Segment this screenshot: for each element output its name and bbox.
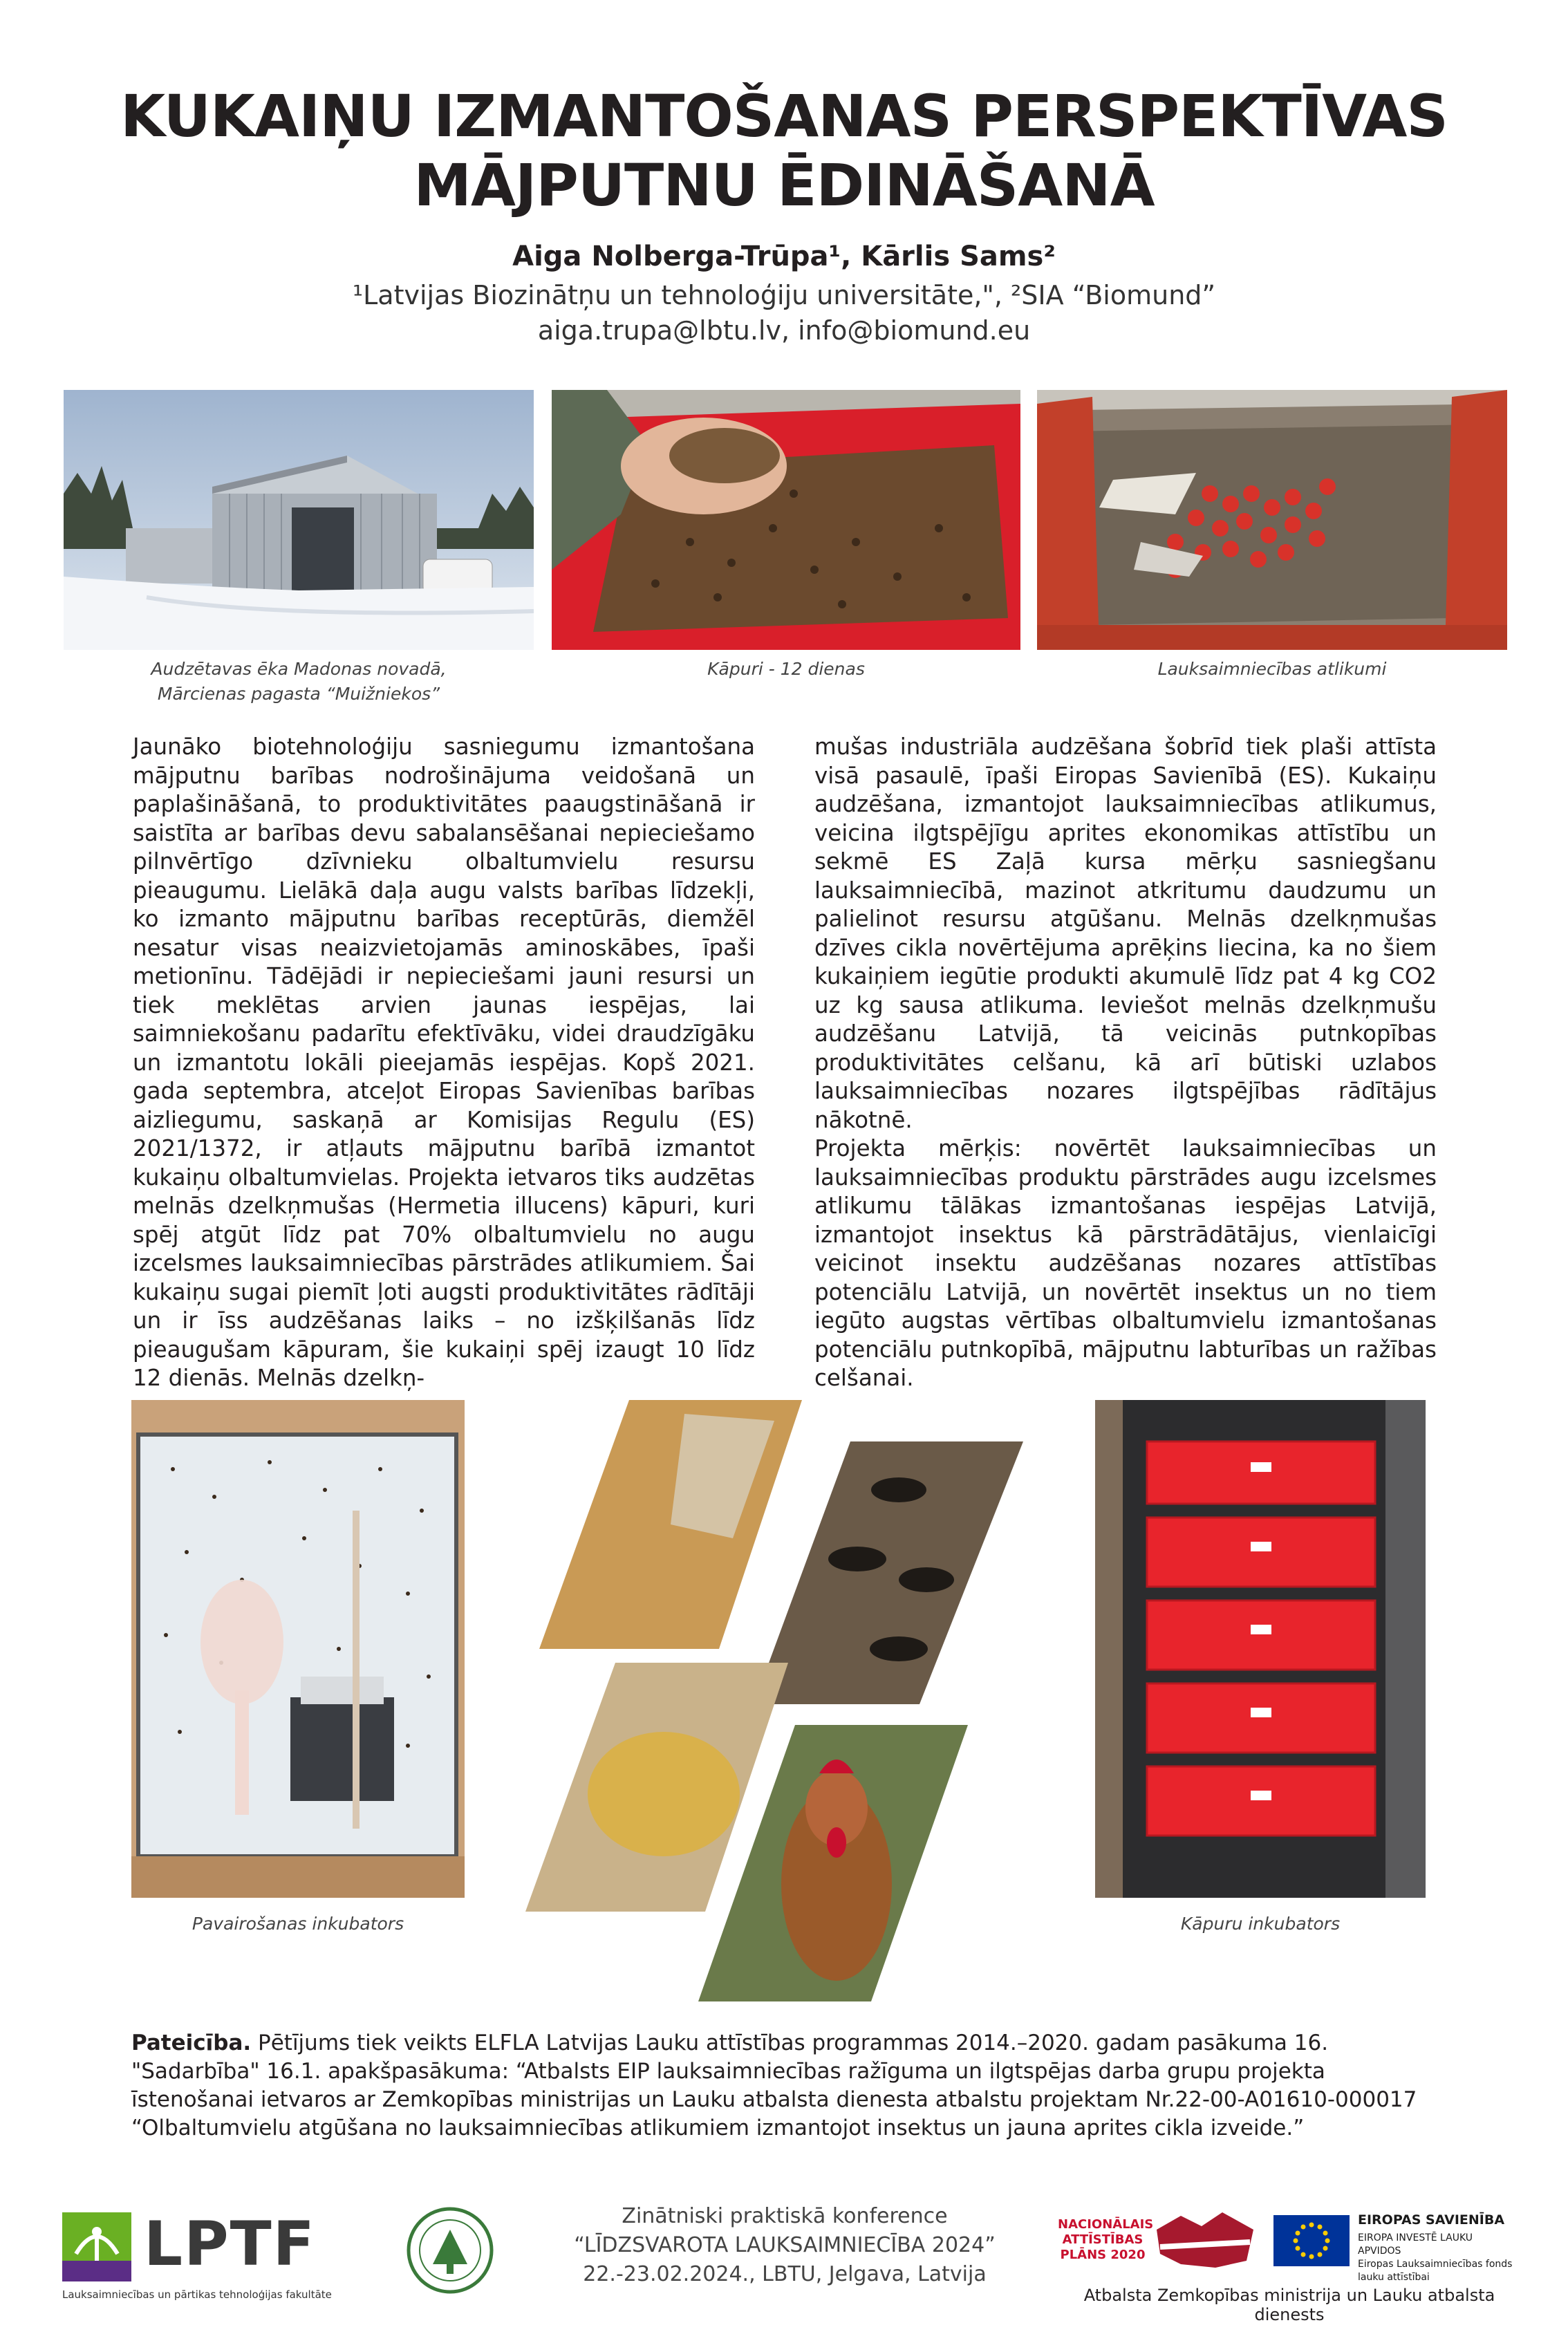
conference-line-2: “LĪDZSVAROTA LAUKSAIMNIECĪBA 2024” — [574, 2233, 996, 2257]
affiliation: ¹Latvijas Biozinātņu un tehnoloģiju universitāte,", ²SIA “Biomund” — [352, 280, 1216, 310]
body-paragraph-2: mušas industriāla audzēšana šobrīd tiek plaši attīsta visā pasaulē, īpaši Eiropas Savienībā (ES). Kukaiņu audzēšana, izmantojot lauksaimniecības atlikumus, veicina ilgtspējīgu aprites ekonomikas attīstību un sekmē ES Zaļā kursa mērķu sasniegšanu lauksaimniecībā, mazinot atkritumu daudzumu un palielinot resursu atgūšanu. Melnās dzelkņmušas dzīves cikla novērtējuma aprēķins liecina, ka no šiem kukaiņiem iegūtie produkti akumulē līdz pat 4 kg CO2 uz kg sausa atlikuma. Ieviešot melnās dzelkņmušu audzēšanu Latvijā, tā veicinās putnkopības produktivitātes celšanu, kā arī būtiski uzlabos lauksaimniecības nozares ilgtspējības rādītājus nākotnē. — [814, 734, 1437, 1133]
photo-larvae-incubator — [1095, 1400, 1426, 1898]
caption-larvae-12-days: Kāpuri - 12 dienas — [707, 659, 865, 679]
eu-subtitle: EIROPA INVESTĒ LAUKU APVIDOS Eiropas Lauksaimniecības fonds lauku attīstībai — [1358, 2232, 1513, 2283]
eu-flag-icon — [1273, 2215, 1350, 2266]
eu-logo — [1273, 2211, 1515, 2283]
body-paragraph-1: Jaunāko biotehnoloģiju sasniegumu izmantošana mājputnu barības nodrošinājuma veidošanā un paplašināšanā, to produktivitātes paaugstināšanā ir saistīta ar barības devu sabalansēšanai nepieciešamo pilnvērtīgo dzīvnieku olbaltumvielu resursu pieaugumu. Lielākā daļa augu valsts barības līdzekļi, ko izmanto mājputnu barības receptūrās, diemžēl nesatur visas neaizvietojamās aminoskābes, īpaši metionīnu. Tādējādi ir nepieciešami jauni resursi un tiek meklētas arvien jaunas iespējas, lai saimniekošanu padarītu efektīvāku, videi draudzīgāku un izmantotu lokāli pieejamās iespējas. Kopš 2021. gada septembra, atceļot Eiropas Savienības barības aizliegumu, saskaņā ar Komisijas Regulu (ES) 2021/1372, ir atļauts mājputnu barībā izmantot kukaiņu olbaltumvielas. Projekta ietvaros tiks audzētas melnās dzelkņmušas (Hermetia illucens) kāpuri, kuri spēj atgūt līdz pat 70% olbaltumvielu no augu izcelsmes lauksaimniecības pārstrādes atlikumiem. Šai kukaiņu sugai piemīt ļoti augsti produktivitātes rādītāji un ir īss audzēšanas laiks – no izšķilšanās līdz pieaugušam kāpuram, šie kukaiņi spēj izaugt 10 līdz 12 dienās. Melnās dzelkņ- — [133, 734, 755, 1391]
contact-email: aiga.trupa@lbtu.lv, info@biomund.eu — [537, 315, 1031, 346]
latvia-map-icon — [1153, 2209, 1257, 2271]
lptf-emblem-icon — [62, 2212, 131, 2281]
nap-text: NACIONĀLAIS ATTĪSTĪBAS PLĀNS 2020 — [1058, 2217, 1154, 2262]
photo-breeding-incubator — [131, 1400, 465, 1898]
photo-larvae-hand — [552, 390, 1020, 650]
title-line-1: KUKAIŅU IZMANTOŠANAS PERSPEKTĪVAS — [120, 82, 1448, 150]
photo-rearing-building — [64, 390, 534, 650]
title-line-2: MĀJPUTNU ĒDINĀŠANĀ — [413, 151, 1155, 219]
conference-line-3: 22.-23.02.2024., LBTU, Jelgava, Latvija — [583, 2262, 987, 2286]
caption-breeding-incubator: Pavairošanas inkubators — [192, 1914, 404, 1934]
body-paragraph-3: Projekta mērķis: novērtēt lauksaimniecības un lauksaimniecības produktu pārstrādes augu izcelsmes atlikumu tālākas izmantošanas iespējas Latvijā, izmantojot insektus kā pārstrādātājus, vienlaicīgi veicinot insektu audzēšanas nozares attīstības potenciālu Latvijā, un novērtēt insektus un no tiem iegūto augstas vērtības olbaltumvielu izmantošanas potenciālu putnkopībā, mājputnu labturības un ražības celšanai. — [814, 1135, 1437, 1391]
acknowledgement-label: Pateicība. — [131, 2031, 252, 2055]
eu-title: EIROPAS SAVIENĪBA — [1358, 2212, 1505, 2228]
nap-logo — [1058, 2209, 1265, 2278]
caption-rearing-building: Audzētavas ēka Madonas novadā, Mārcienas pagasta “Muižniekos” — [151, 659, 447, 704]
caption-larvae-incubator: Kāpuru inkubators — [1180, 1914, 1341, 1934]
photo-agricultural-residues — [1037, 390, 1507, 650]
body-column-1 — [133, 733, 755, 1393]
photo-collage — [512, 1400, 1058, 2001]
acknowledgement-text: Pētījums tiek veikts ELFLA Latvijas Lauku attīstības programmas 2014.–2020. gadam pasākuma 16. "Sadarbība" 16.1. apakšpasākuma: “Atbalsts EIP lauksaimniecības ražīguma un ilgtspējas darba grupu projekta īstenošanai ietvaros ar Zemkopības ministrijas un Lauku atbalsta dienesta atbalstu projektam Nr.22-00-A01610-000017 “Olbaltumvielu atgūšana no lauksaimniecības atlikumiem izmantojot insektus un jauna aprites cikla izveide.” — [131, 2031, 1417, 2140]
lptf-subtitle: Lauksaimniecības un pārtikas tehnoloģijas fakultāte — [62, 2288, 332, 2301]
authors: Aiga Nolberga-Trūpa¹, Kārlis Sams² — [512, 241, 1056, 272]
lptf-name: LPTF — [144, 2208, 316, 2279]
acknowledgement — [131, 2029, 1445, 2143]
support-note: Atbalsta Zemkopības ministrija un Lauku atbalsta dienests — [1083, 2286, 1495, 2324]
university-seal-icon — [405, 2205, 495, 2295]
conference-line-1: Zinātniski praktiskā konference — [622, 2204, 948, 2228]
lptf-logo — [62, 2208, 387, 2288]
poster-title — [0, 82, 1568, 220]
body-column-2 — [814, 733, 1437, 1393]
caption-agricultural-residues: Lauksaimniecības atlikumi — [1157, 659, 1387, 679]
conference-info — [546, 2202, 1023, 2289]
